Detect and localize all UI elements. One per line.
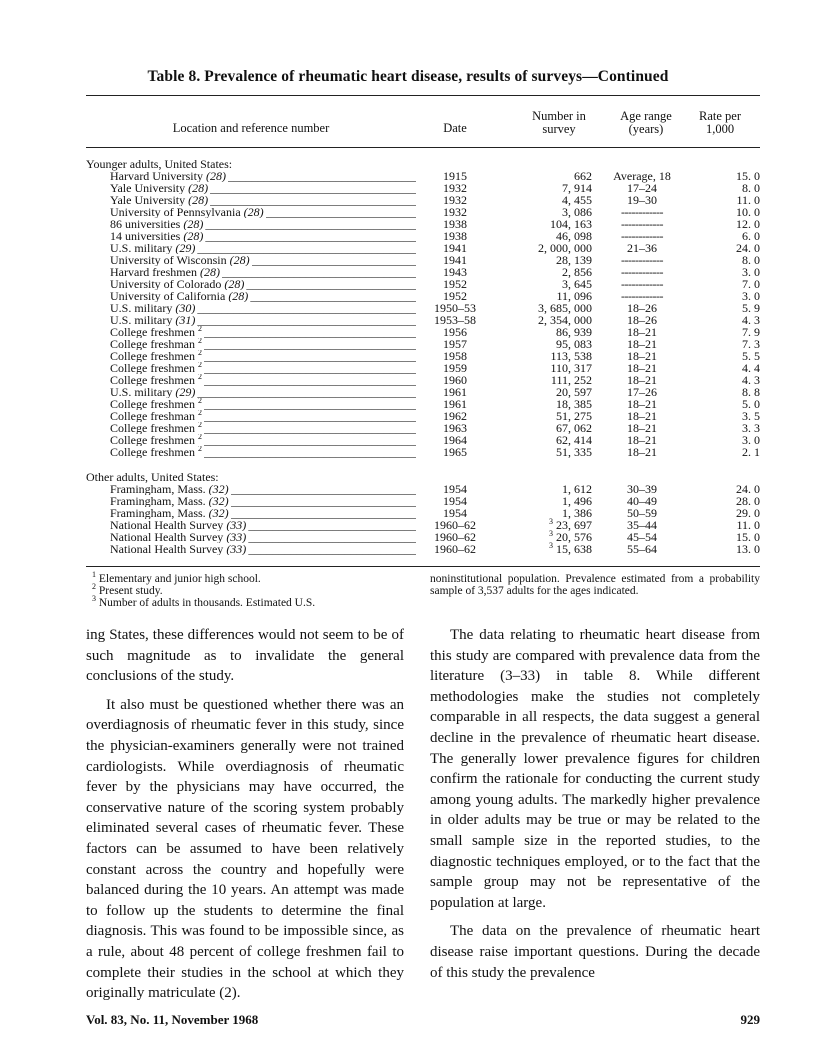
leader-dots [246,278,416,290]
journal-citation: Vol. 83, No. 11, November 1968 [86,1012,259,1027]
cell-number: 3, 685, 000 [538,301,592,315]
leader-dots [205,230,416,242]
cell-location: 14 universities (28) _____ [110,230,416,242]
cell-location: College freshman $^2$ _____ [110,410,416,422]
cell-rate: 11. 0 [736,518,760,532]
cell-date: 1932 [443,205,467,219]
footnote-marker: 2 [197,362,202,369]
cell-number: 62, 414 [556,433,592,447]
cell-location: U.S. military (29) _____ [110,386,416,398]
cell-number: 95, 083 [556,337,592,351]
cell-number: $^3$ 15, 638 [549,541,592,556]
cell-number: 20, 597 [556,385,592,399]
cell-rate: 3. 5 [742,409,760,423]
cell-location: College freshmen $^2$ _____ [110,422,416,434]
leader-dots [205,218,416,230]
cell-age-range: ------------ [621,217,663,231]
cell-location: University of Wisconsin (28) _____ [110,254,416,266]
cell-age-range: 18–21 [627,373,657,387]
cell-rate: 8. 0 [742,253,760,267]
cell-age-range: ------------ [621,277,663,291]
leader-dots [204,338,416,350]
reference-number: (32) [208,495,229,507]
footnote-1: $^1$ Elementary and junior high school. [92,570,261,585]
cell-age-range: ------------ [621,265,663,279]
reference-number: (33) [226,519,247,531]
table-row [86,422,760,434]
cell-date: 1952 [443,277,467,291]
leader-dots [204,434,416,446]
leader-dots [204,362,416,374]
cell-location: College freshman $^2$ _____ [110,338,416,350]
leader-dots [197,242,416,254]
cell-location: University of California (28) _____ [110,290,416,302]
cell-number: 2, 856 [562,265,592,279]
cell-rate: 3. 3 [742,421,760,435]
cell-rate: 15. 0 [736,530,760,544]
footnote-marker: 2 [197,410,202,417]
cell-date: 1954 [443,482,467,496]
cell-date: 1938 [443,229,467,243]
cell-rate: 8. 0 [742,181,760,195]
cell-location: Harvard freshmen (28) _____ [110,266,416,278]
group-younger-rows [86,170,760,458]
cell-location: National Health Survey (33) _____ [110,531,416,543]
cell-age-range: 18–21 [627,337,657,351]
cell-number: 110, 317 [550,361,592,375]
reference-number: (28) [199,266,220,278]
cell-rate: 24. 0 [736,482,760,496]
reference-number: (29) [175,386,196,398]
cell-location: National Health Survey (33) _____ [110,519,416,531]
group-label-other: Other adults, United States: [86,470,219,484]
cell-date: 1962 [443,409,467,423]
cell-rate: 28. 0 [736,494,760,508]
cell-number: 3, 645 [562,277,592,291]
cell-location: College freshmen $^2$ _____ [110,446,416,458]
cell-date: 1960–62 [434,518,476,532]
cell-rate: 11. 0 [736,193,760,207]
cell-date: 1941 [443,241,467,255]
cell-age-range: ------------ [621,289,663,303]
footnote-marker: 2 [197,446,202,453]
leader-dots [197,386,416,398]
footnote-marker: 2 [197,422,202,429]
cell-location: Harvard University (28) _____ [110,170,416,182]
cell-date: 1963 [443,421,467,435]
col-header-number-line1: Number in [532,109,586,123]
cell-number: $^3$ 23, 697 [549,517,592,532]
group-other-rows [86,483,760,555]
leader-dots [248,543,416,555]
reference-number: (32) [208,483,229,495]
cell-date: 1961 [443,385,467,399]
cell-rate: 29. 0 [736,506,760,520]
cell-date: 1954 [443,506,467,520]
reference-number: (28) [224,278,245,290]
left-paragraph-2: It also must be questioned whether there was an overdiagnosis of rheumatic fever in this study, since the physician-examiners generally were not trained cardiologists. While overdiagnosis of rheumatic fever by the physicians may have occurred, the conservative nature of the scoring system probably eliminated several cases of rheumatic fever. These factors can be assumed to have been relatively constant across the country and hopefully were balanced during the 10 years. An attempt was made to follow up the students to determine the final diagnosis. This was found to be impossible since, as a rule, about 48 percent of college freshmen fail to complete their studies in the school at which they originally matriculate (2). [86,696,404,1002]
reference-number: (28) [243,206,264,218]
cell-number: 51, 275 [556,409,592,423]
cell-rate: 24. 0 [736,241,760,255]
cell-date: 1961 [443,397,467,411]
cell-location: Framingham, Mass. (32) _____ [110,507,416,519]
cell-number: 4, 455 [562,193,592,207]
cell-age-range: 18–21 [627,397,657,411]
cell-rate: 13. 0 [736,542,760,556]
cell-number: 46, 098 [556,229,592,243]
col-header-age-line2: (years) [628,122,664,136]
leader-dots [204,374,416,386]
cell-rate: 6. 0 [742,229,760,243]
leader-dots [204,326,416,338]
cell-date: 1960–62 [434,530,476,544]
cell-age-range: 18–21 [627,433,657,447]
table-row [86,495,760,507]
cell-location: Framingham, Mass. (32) _____ [110,483,416,495]
cell-location: College freshmen $^2$ _____ [110,350,416,362]
col-header-date: Date [443,121,467,135]
cell-age-range: Average, 18 [613,169,671,183]
cell-date: 1915 [443,169,467,183]
cell-number: 86, 939 [556,325,592,339]
cell-location: Yale University (28) _____ [110,182,416,194]
cell-location: U.S. military (30) _____ [110,302,416,314]
cell-age-range: ------------ [621,205,663,219]
reference-number: (28) [188,194,209,206]
leader-dots [231,495,416,507]
table-row [86,398,760,410]
right-column [430,625,760,991]
cell-number: 113, 538 [550,349,592,363]
table-row [86,446,760,458]
reference-number: (28) [183,230,204,242]
cell-rate: 4. 3 [742,313,760,327]
table-header-rule [86,147,760,148]
group-label-younger: Younger adults, United States: [86,157,233,171]
cell-location: Yale University (28) _____ [110,194,416,206]
cell-rate: 15. 0 [736,169,760,183]
reference-number: (28) [183,218,204,230]
leader-dots [204,410,416,422]
table-row [86,519,760,531]
table-row [86,314,760,326]
leader-dots [210,194,416,206]
leader-dots [248,531,416,543]
cell-location: College freshmen $^2$ _____ [110,398,416,410]
cell-rate: 3. 0 [742,289,760,303]
cell-number: 111, 252 [550,373,592,387]
cell-number: $^3$ 20, 576 [549,529,592,544]
col-header-rate-line2: 1,000 [705,122,735,136]
table-row [86,362,760,374]
cell-number: 1, 612 [562,482,592,496]
right-paragraph-2: The data on the prevalence of rheumatic heart disease raise important questions. During the decade of this study the prevalence [430,923,760,981]
table-row [86,543,760,555]
cell-date: 1938 [443,217,467,231]
cell-rate: 7. 3 [742,337,760,351]
footnote-marker: 2 [197,398,202,405]
reference-number: (28) [229,254,250,266]
footnote-marker: 2 [197,326,202,333]
cell-date: 1965 [443,445,467,459]
cell-date: 1950–53 [434,301,476,315]
table-row [86,338,760,350]
cell-rate: 2. 1 [742,445,760,459]
table-row [86,302,760,314]
leader-dots [197,314,416,326]
leader-dots [204,350,416,362]
leader-dots [204,422,416,434]
right-paragraph-1: The data relating to rheumatic heart disease from this study are compared with prevalence data from the literature (3–33) in table 8. While different methodologies make the studies not completely comparable in all respects, the data suggest a general decline in the prevalence of rheumatic heart disease. The generally lower prevalence figures for children confirm the rationale for conducting the current study among young adults. The markedly higher prevalence in older adults may be true or may be related to the small sample size in the reported studies, to the diagnostic techniques employed, or to the fact that the sample group may not be representative of the population at large. [430,627,760,911]
cell-date: 1960–62 [434,542,476,556]
reference-number: (33) [226,531,247,543]
leader-dots [204,446,416,458]
reference-number: (28) [205,170,226,182]
cell-rate: 7. 9 [742,325,760,339]
cell-date: 1952 [443,289,467,303]
left-column [86,625,404,1012]
leader-dots [228,170,416,182]
cell-age-range: 45–54 [627,530,657,544]
cell-rate: 8. 8 [742,385,760,399]
cell-location: College freshmen $^2$ _____ [110,374,416,386]
col-header-rate [684,110,756,136]
cell-age-range: 21–36 [627,241,657,255]
table-body [86,158,760,555]
cell-number: 1, 386 [562,506,592,520]
cell-date: 1959 [443,361,467,375]
reference-number: (30) [175,302,196,314]
col-header-number [516,110,602,136]
cell-number: 7, 914 [562,181,592,195]
reference-number: (33) [226,543,247,555]
cell-rate: 5. 5 [742,349,760,363]
cell-date: 1956 [443,325,467,339]
table-bottom-rule [86,566,760,567]
leader-dots [248,519,416,531]
cell-location: University of Pennsylvania (28) _____ [110,206,416,218]
cell-number: 2, 354, 000 [538,313,592,327]
footnote-2: $^2$ Present study. [92,582,163,597]
table-row [86,434,760,446]
reference-number: (32) [208,507,229,519]
table-row [86,386,760,398]
cell-date: 1954 [443,494,467,508]
cell-date: 1932 [443,193,467,207]
col-header-rate-line1: Rate per [699,109,741,123]
reference-number: (28) [188,182,209,194]
cell-age-range: 18–21 [627,409,657,423]
cell-rate: 3. 0 [742,265,760,279]
table-row [86,531,760,543]
cell-date: 1960 [443,373,467,387]
cell-location: College freshmen $^2$ _____ [110,362,416,374]
reference-number: (29) [175,242,196,254]
leader-dots [210,182,416,194]
leader-dots [231,483,416,495]
cell-age-range: 18–21 [627,361,657,375]
leader-dots [266,206,416,218]
cell-age-range: 50–59 [627,506,657,520]
cell-number: 67, 062 [556,421,592,435]
col-header-age-line1: Age range [620,109,672,123]
cell-date: 1964 [443,433,467,447]
cell-location: 86 universities (28) _____ [110,218,416,230]
footnote-3-continued: noninstitutional population. Prevalence estimated from a probability sample of 3,537 adults for the ages indicated. [430,573,760,597]
cell-rate: 10. 0 [736,205,760,219]
cell-number: 662 [574,169,592,183]
cell-date: 1943 [443,265,467,279]
col-header-age [604,110,688,136]
cell-age-range: 18–21 [627,325,657,339]
leader-dots [231,507,416,519]
cell-number: 18, 385 [556,397,592,411]
cell-rate: 3. 0 [742,433,760,447]
cell-date: 1958 [443,349,467,363]
cell-location: U.S. military (31) _____ [110,314,416,326]
cell-location: National Health Survey (33) _____ [110,543,416,555]
cell-number: 28, 139 [556,253,592,267]
cell-location: University of Colorado (28) _____ [110,278,416,290]
cell-number: 1, 496 [562,494,592,508]
leader-dots [222,266,416,278]
footnote-marker: 3 [549,541,553,550]
leader-dots [197,302,416,314]
cell-age-range: 30–39 [627,482,657,496]
table-row [86,230,760,242]
cell-number: 3, 086 [562,205,592,219]
col-header-location: Location and reference number [172,121,330,135]
table-row [86,182,760,194]
footnote-marker: 3 [549,517,553,526]
cell-number: 2, 000, 000 [538,241,592,255]
cell-rate: 12. 0 [736,217,760,231]
cell-location: Framingham, Mass. (32) _____ [110,495,416,507]
cell-age-range: 18–21 [627,445,657,459]
page-number: 929 [740,1012,760,1027]
col-header-number-line2: survey [542,122,576,136]
cell-age-range: 18–26 [627,301,657,315]
table-row [86,290,760,302]
cell-location: College freshmen $^2$ _____ [110,326,416,338]
footnote-marker: 2 [197,434,202,441]
table-title: Table 8. Prevalence of rheumatic heart disease, results of surveys—Continued [147,68,669,85]
cell-age-range: ------------ [621,229,663,243]
left-paragraph-1: ing States, these differences would not seem to be of such magnitude as to invalidate the general conclusions of the study. [86,627,404,685]
cell-rate: 7. 0 [742,277,760,291]
cell-location: College freshmen $^2$ _____ [110,434,416,446]
cell-number: 51, 335 [556,445,592,459]
table-row [86,326,760,338]
cell-rate: 5. 0 [742,397,760,411]
footnote-3: $^3$ Number of adults in thousands. Estimated U.S. [92,594,316,609]
footnotes-left [92,570,412,609]
table-row [86,483,760,495]
table-row [86,350,760,362]
cell-age-range: 18–21 [627,421,657,435]
cell-date: 1932 [443,181,467,195]
leader-dots [204,398,416,410]
footnote-marker: 2 [197,374,202,381]
cell-age-range: 18–26 [627,313,657,327]
cell-age-range: 35–44 [627,518,657,532]
cell-rate: 4. 3 [742,373,760,387]
table-row [86,374,760,386]
cell-age-range: 55–64 [627,542,657,556]
cell-age-range: 17–26 [627,385,657,399]
leader-dots [252,254,416,266]
cell-age-range: ------------ [621,253,663,267]
cell-age-range: 17–24 [627,181,657,195]
cell-age-range: 40–49 [627,494,657,508]
table-row [86,507,760,519]
cell-date: 1957 [443,337,467,351]
cell-location: U.S. military (29) _____ [110,242,416,254]
footnote-marker: 2 [197,350,202,357]
cell-rate: 5. 9 [742,301,760,315]
table-row [86,170,760,182]
cell-rate: 4. 4 [742,361,760,375]
cell-date: 1941 [443,253,467,267]
reference-number: (31) [175,314,196,326]
cell-age-range: 18–21 [627,349,657,363]
footnote-marker: 2 [197,338,202,345]
reference-number: (28) [228,290,249,302]
cell-number: 11, 096 [556,289,592,303]
cell-number: 104, 163 [550,217,592,231]
cell-age-range: 19–30 [627,193,657,207]
table-top-rule [86,95,760,96]
table-row [86,410,760,422]
footnote-marker: 3 [549,529,553,538]
cell-date: 1953–58 [434,313,476,327]
leader-dots [250,290,416,302]
